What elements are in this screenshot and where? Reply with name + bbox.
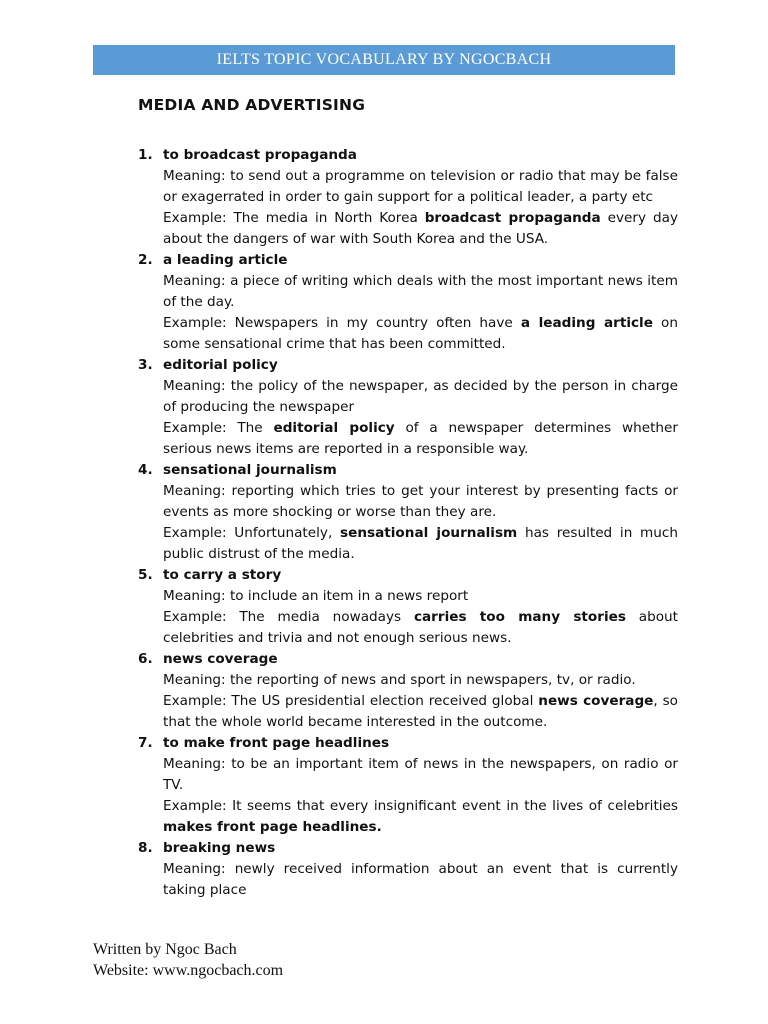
entry-number: 2. bbox=[138, 252, 153, 268]
entry-number: 8. bbox=[138, 840, 153, 856]
entry-meaning: Meaning: newly received information about an event that is currently taking place bbox=[163, 861, 678, 898]
entry-meaning: Meaning: the policy of the newspaper, as decided by the person in charge of producing the newspaper bbox=[163, 378, 678, 415]
entry-meaning: Meaning: to include an item in a news report bbox=[163, 588, 469, 604]
vocabulary-entry-7 bbox=[138, 733, 678, 838]
example-text: Example: Newspapers in my country often have bbox=[163, 315, 521, 331]
entry-number: 5. bbox=[138, 567, 153, 583]
footer-author: Written by Ngoc Bach bbox=[93, 941, 237, 958]
entry-meaning: Meaning: reporting which tries to get your interest by presenting facts or events as more shocking or worse than they are. bbox=[163, 483, 678, 520]
entry-example bbox=[163, 796, 678, 838]
entry-example bbox=[163, 523, 678, 565]
entry-meaning: Meaning: the reporting of news and sport in newspapers, tv, or radio. bbox=[163, 672, 636, 688]
example-text: every day about the dangers of war with South Korea and the USA. bbox=[163, 210, 678, 247]
entry-term: sensational journalism bbox=[163, 462, 337, 478]
example-text: Example: Unfortunately, bbox=[163, 525, 341, 541]
example-text: Example: The media nowadays bbox=[163, 609, 414, 625]
header-banner: IELTS TOPIC VOCABULARY BY NGOCBACH bbox=[93, 45, 675, 75]
entry-number: 7. bbox=[138, 735, 153, 751]
entry-term: to broadcast propaganda bbox=[163, 147, 357, 163]
example-keyword: a leading article bbox=[520, 315, 653, 331]
vocabulary-entry-3 bbox=[138, 355, 678, 460]
example-text: of a newspaper determines whether serious news items are reported in a responsible way. bbox=[163, 420, 678, 457]
example-keyword: news coverage bbox=[538, 693, 654, 709]
entry-example bbox=[163, 607, 678, 649]
entry-number: 3. bbox=[138, 357, 153, 373]
entry-example bbox=[163, 691, 678, 733]
example-text: , so that the whole world became interested in the outcome. bbox=[163, 693, 678, 730]
entry-number: 1. bbox=[138, 147, 153, 163]
example-text: on some sensational crime that has been committed. bbox=[163, 315, 678, 352]
example-keyword: makes front page headlines. bbox=[163, 819, 382, 835]
vocabulary-entry-2 bbox=[138, 250, 678, 355]
example-text: has resulted in much public distrust of the media. bbox=[163, 525, 678, 562]
entry-term: breaking news bbox=[163, 840, 276, 856]
entry-term: a leading article bbox=[163, 252, 288, 268]
example-keyword: editorial policy bbox=[273, 420, 395, 436]
entry-term: to make front page headlines bbox=[163, 735, 390, 751]
example-text: Example: The US presidential election received global bbox=[163, 693, 539, 709]
vocabulary-entry-4 bbox=[138, 460, 678, 565]
entry-number: 6. bbox=[138, 651, 153, 667]
entry-example bbox=[163, 313, 678, 355]
entry-meaning: Meaning: to send out a programme on television or radio that may be false or exagerrated in order to gain support for a political leader, a party etc bbox=[163, 168, 678, 205]
footer-website: Website: www.ngocbach.com bbox=[93, 962, 284, 979]
vocabulary-entry-8 bbox=[138, 838, 678, 901]
example-keyword: carries too many stories bbox=[413, 609, 626, 625]
example-text: Example: It seems that every insignificant event in the lives of celebrities bbox=[163, 798, 678, 814]
entry-term: news coverage bbox=[163, 651, 278, 667]
entry-number: 4. bbox=[138, 462, 153, 478]
page-title: MEDIA AND ADVERTISING bbox=[138, 96, 366, 114]
entry-example bbox=[163, 418, 678, 460]
entry-meaning: Meaning: to be an important item of news in the newspapers, on radio or TV. bbox=[163, 756, 678, 793]
entry-term: to carry a story bbox=[163, 567, 282, 583]
vocabulary-list bbox=[138, 145, 678, 901]
example-text: Example: The bbox=[163, 420, 274, 436]
vocabulary-entry-6 bbox=[138, 649, 678, 733]
vocabulary-entry-1 bbox=[138, 145, 678, 250]
page-footer bbox=[93, 939, 283, 981]
entry-meaning: Meaning: a piece of writing which deals with the most important news item of the day. bbox=[163, 273, 678, 310]
entry-example bbox=[163, 208, 678, 250]
example-text: about celebrities and trivia and not enough serious news. bbox=[163, 609, 678, 646]
example-text: Example: The media in North Korea bbox=[163, 210, 425, 226]
example-keyword: sensational journalism bbox=[340, 525, 518, 541]
vocabulary-entry-5 bbox=[138, 565, 678, 649]
example-keyword: broadcast propaganda bbox=[424, 210, 601, 226]
entry-term: editorial policy bbox=[163, 357, 278, 373]
